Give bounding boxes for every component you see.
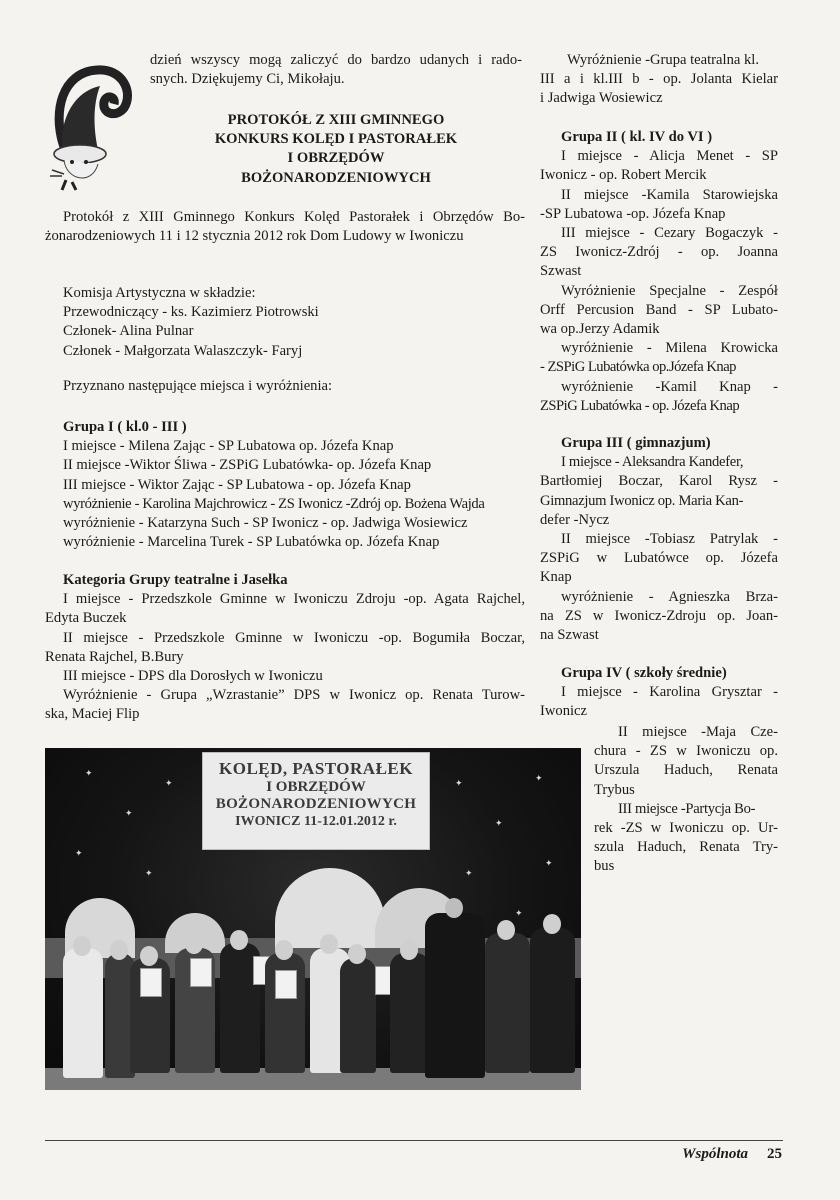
list-item: - ZSPiG Lubatówka op.Józefa Knap [540,359,736,376]
list-item: defer -Nycz [540,511,610,528]
santa-hat-illustration [42,52,142,192]
list-item: Edyta Buczek [45,610,127,627]
intro-text [150,51,522,89]
list-item: ZSPiG Lubatówka - op. Józefa Knap [540,397,740,414]
group4-heading: Grupa IV ( szkoły średnie) [561,665,727,681]
list-item: ska, Maciej Flip [45,706,140,723]
list-item: I miejsce - Karolina Grysztar - [561,684,778,701]
jury-line: Członek - Małgorzata Walaszczyk- Faryj [63,342,303,359]
list-item: na ZS w Iwonicz-Zdroju op. Joan- [540,607,778,624]
list-item: I miejsce - Alicja Menet - SP [561,148,778,165]
protocol-paragraph [45,208,525,246]
footer-divider [45,1140,783,1141]
group3-heading: Grupa III ( gimnazjum) [561,435,711,451]
title-line: BOŻONARODZENIOWYCH [241,169,431,186]
title-line: KONKURS KOLĘD I PASTORAŁEK [214,131,458,148]
list-item: ZSPiG w Lubatówce op. Józefa [540,550,778,567]
jury-line: Przewodniczący - ks. Kazimierz Piotrowski [63,304,319,321]
photo-banner [202,752,430,850]
jury-line: Komisja Artystyczna w składzie: [63,285,256,301]
theatre-heading: Kategoria Grupy teatralne i Jasełka [63,572,288,588]
banner-line: IWONICZ 11-12.01.2012 r. [235,814,397,829]
theatre-section [45,571,525,725]
banner-line: KOLĘD, PASTORAŁEK [219,759,413,778]
list-item: szula Haduch, Renata Try- [594,839,778,856]
list-item: Iwonicz [540,703,588,720]
page-number: 25 [767,1146,782,1162]
intro-line: dzień wszyscy mogą zaliczyć do bardzo udanych i rado- [150,52,522,68]
protocol-line: Protokół z XIII Gminnego Konkurs Kolęd Pastorałek i Obrzędów Bo- [63,209,525,225]
list-item: II miejsce -Wiktor Śliwa - ZSPiG Lubatówka- op. Józefa Knap [63,457,432,474]
list-item: Orff Percusion Band - SP Lubato- [540,301,778,318]
list-item: Knap [540,569,572,586]
list-item: III a i kl.III b - op. Jolanta Kielar [540,71,778,88]
list-item: Wyróżnienie Specjalne - Zespół [561,282,778,299]
list-item: Renata Rajchel, B.Bury [45,648,184,665]
list-item: III miejsce - Cezary Bogaczyk - [561,225,778,242]
list-item: -SP Lubatowa -op. Józefa Knap [540,205,726,222]
banner-line: I OBRZĘDÓW [266,779,366,795]
list-item: wa op.Jerzy Adamik [540,321,660,338]
group2-section [540,128,778,416]
title-line: PROTOKÓŁ Z XIII GMINNEGO [227,112,445,128]
list-item: Wyróżnienie -Grupa teatralna kl. [567,52,759,68]
jury-line: Członek- Alina Pulnar [63,323,194,340]
magazine-title: Wspólnota [682,1146,748,1162]
list-item: wyróżnienie -Kamil Knap - [561,378,778,395]
group4-continued [594,723,778,877]
list-item: rek -ZS w Iwoniczu op. Ur- [594,820,778,837]
list-item: II miejsce - Przedszkole Gminne w Iwoniczu -op. Bogumiła Boczar, [63,629,525,646]
group4-section [540,664,778,722]
awarded-intro: Przyznano następujące miejsca i wyróżnienia: [63,378,333,394]
list-item: III miejsce - DPS dla Dorosłych w Iwoniczu [63,668,323,685]
list-item: ZS Iwonicz-Zdrój - op. Joanna [540,244,778,261]
list-item: Trybus [594,781,635,798]
list-item: I miejsce - Milena Zając - SP Lubatowa op. Józefa Knap [63,438,394,455]
list-item: chura - ZS w Iwoniczu op. [594,743,778,760]
list-item: Bartłomiej Boczar, Karol Rysz - [540,473,778,490]
list-item: i Jadwiga Wosiewicz [540,90,663,107]
list-item: Gimnazjum Iwonicz op. Maria Kan- [540,492,744,509]
list-item: bus [594,858,615,875]
title-line: I OBRZĘDÓW [287,150,385,167]
list-item: II miejsce -Tobiasz Patrylak - [561,531,778,548]
list-item: na Szwast [540,627,599,644]
event-photo: ✦ ✦ ✦ ✦ ✦ ✦ ✦ ✦ ✦ ✦ ✦ KOLĘD, PASTORAŁEK I OBRZĘDÓW BOŻONARODZENIOWYCH IWONICZ 11-12.01.2012 r. [45,748,581,1090]
list-item: Iwonicz - op. Robert Mercik [540,167,707,184]
list-item: II miejsce -Kamila Starowiejska [561,186,778,203]
banner-line: BOŻONARODZENIOWYCH [215,796,417,812]
group1-heading: Grupa I ( kl.0 - III ) [63,419,187,435]
protocol-line: żonarodzeniowych 11 i 12 stycznia 2012 rok Dom Ludowy w Iwoniczu [45,228,464,245]
list-item: wyróżnienie - Marcelina Turek - SP Lubatówka op. Józefa Knap [63,534,440,551]
intro-line: snych. Dziękujemy Ci, Mikołaju. [150,71,345,88]
list-item: I miejsce - Przedszkole Gminne w Iwoniczu Zdroju -op. Agata Rajchel, [63,591,525,608]
list-item: wyróżnienie - Milena Krowicka [561,340,778,357]
list-item: wyróżnienie - Karolina Majchrowicz - ZS Iwonicz -Zdrój op. Bożena Wajda [63,495,485,512]
list-item: wyróżnienie - Katarzyna Such - SP Iwonicz - op. Jadwiga Wosiewicz [63,515,468,532]
article-title [150,111,522,188]
list-item: I miejsce - Aleksandra Kandefer, [561,454,744,471]
group3-section [540,434,778,645]
jury-list [63,284,523,361]
list-item: Szwast [540,263,582,280]
list-item: III miejsce - Wiktor Zając - SP Lubatowa - op. Józefa Knap [63,476,411,493]
group2-heading: Grupa II ( kl. IV do VI ) [561,129,713,145]
list-item: II miejsce -Maja Cze- [618,724,778,740]
list-item: Urszula Haduch, Renata [594,762,778,779]
list-item: Wyróżnienie - Grupa „Wzrastanie” DPS w Iwonicz op. Renata Turow- [63,687,525,704]
group1-section [63,418,523,552]
right-top-section [540,51,778,109]
list-item: wyróżnienie - Agnieszka Brza- [561,588,778,605]
list-item: III miejsce -Partycja Bo- [618,800,756,817]
